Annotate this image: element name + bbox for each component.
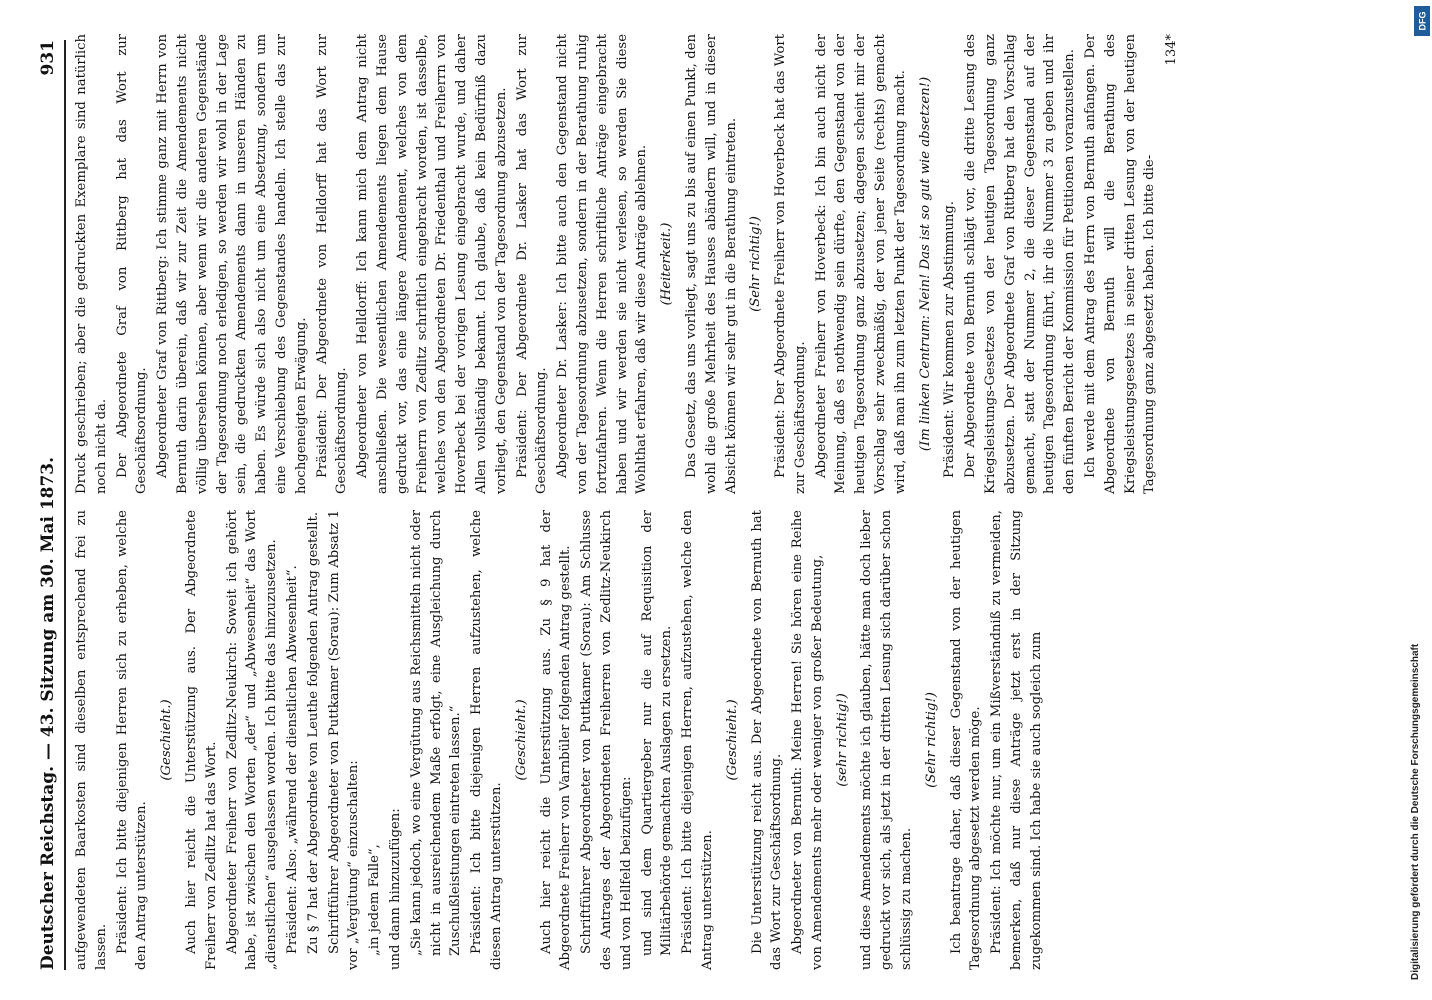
paragraph: Abgeordneter Dr. Lasker: Ich bitte auch den Gegenstand nicht von der Tagesordnung abzusetzen, sondern in der Berathung ruhig fortzufahren. Wenn die Herren schriftliche Anträge eingebracht haben und wir werden sie nicht verlesen, so werden Sie diese Wohlthat erfahren, daß wir diese Anträge ablehnen. [555, 34, 650, 494]
paragraph: Präsident: Also: „während der dienstlichen Abwesenheit“. [284, 565, 300, 954]
paragraph: Auch hier reicht die Unterstützung aus. Zu § 9 hat der Abgeordnete Freiherr von Varnbüler folgenden Antrag gestellt. [538, 510, 574, 970]
stage-direction: (Geschieht.) [724, 699, 740, 781]
paragraph: Präsident: Ich bitte diejenigen Herren aufzustehen, welche diesen Antrag unterstützen. [469, 510, 504, 970]
quote: „in jedem Falle“, [367, 844, 383, 956]
paragraph: Der Abgeordnete Graf von Rittberg hat das Wort zur Geschäftsordnung. [114, 34, 150, 494]
stage-direction: (sehr richtig!) [834, 693, 850, 787]
page-header [34, 40, 66, 970]
paragraph: Präsident: Ich möchte nur, um ein Mißverständniß zu vermeiden, bemerken, daß nur diese Anträge jetzt erst in der Sitzung zugekommen sind. Ich habe sie auch sogleich zum [989, 510, 1044, 970]
paragraph: Das Gesetz, das uns vorliegt, sagt uns zu bis auf einen Punkt, den wohl die große Mehrheit des Hauses abändern will, und in dieser Absicht können wir sehr gut in die Berathung eintreten. [683, 34, 739, 494]
stage-direction: (Sehr richtig!) [748, 216, 764, 312]
paragraph: Präsident: Der Abgeordnete von Helldorff hat das Wort zur Geschäftsordnung. [314, 34, 350, 494]
paragraph: Abgeordneter von Bernuth: Meine Herren! Sie hören eine Reihe von Amendements mehr oder weniger von großer Bedeutung, [790, 510, 825, 970]
stage-direction: (Geschieht.) [513, 699, 529, 781]
paragraph: Präsident: Wir kommen zur Abstimmung. [942, 201, 958, 478]
paragraph: Präsident: Der Abgeordnete Freiherr von Hoverbeck hat das Wort zur Geschäftsordnung. [773, 34, 808, 494]
paragraph: Abgeordneter Freiherr von Hoverbeck: Ich bin auch nicht der Meinung, daß es nothwendig sein dürfte, den Gegenstand von der heutigen Tagesordnung ganz abzusetzen; dagegen scheint mir der Vorschlag sehr zweckmäßig, der von jener Seite (rechts) gemacht wird, daß man ihn zum letzten Punkt der Tagesordnung macht. [813, 34, 908, 494]
paragraph: Ich beantrage daher, daß dieser Gegenstand von der heutigen Tagesordnung abgesetzt werden möge. [948, 510, 984, 970]
paragraph: Druck geschrieben; aber die gedruckten Exemplare sind natürlich noch nicht da. [74, 34, 109, 494]
paragraph: Abgeordneter von Helldorff: Ich kann mich dem Antrag nicht anschließen. Die wesentlichen Amendements liegen dem Hause gedruckt vor, das eine längere Amendement, welches von dem Freiherrn von Zedlitz schriftlich eingebracht worden, ist dasselbe, welches von den Abgeordneten Dr. Friedenthal und Freiherrn von Hoverbeck bei der vorigen Lesung eingebracht wurde, und daher Allen vollständig bekannt. Ich glaube, daß kein Bedürfniß dazu vorliegt, den Gegenstand von der Tagesordnung abzusetzen. [355, 34, 509, 494]
signature-mark: 134* [1164, 34, 1180, 66]
paragraph: aufgewendeten Baarkosten sind dieselben entsprechend frei zu lassen. [74, 510, 109, 970]
paragraph: Abgeordneter Graf von Rittberg: Ich stimme ganz mit Herrn von Bernuth darin überein, daß wir zur Zeit die Amendements nicht völlig übersehen können, aber wenn wir die anderen Gegenstände der Tagesordnung noch erledigen, so werden wir wohl in der Lage sein, die gedruckten Amendements dann in unseren Händen zu haben. Es würde sich also nicht um eine Absetzung, sondern um eine Verschiebung des Gegenstandes handeln. Ich stelle das zur hochgeneigten Erwägung. [155, 34, 309, 494]
rotated-page [6, 10, 1406, 990]
paragraph: Auch hier reicht die Unterstützung aus. Der Abgeordnete Freiherr von Zedlitz hat das Wort. [183, 510, 219, 970]
paragraph: und diese Amendements möchte ich glauben, hätte man doch lieber gedruckt vor sich, als jetzt in der dritten Lesung sich darüber schon schlüssig zu machen. [859, 510, 915, 970]
stage-direction: (Im linken Centrum: Nein! Das ist so gut wie absetzen!) [917, 76, 933, 452]
paragraph: Ich werde mit dem Antrag des Herrn von Bernuth anfangen. Der Abgeordnete von Bernuth will die Berathung des Kriegsleistungsgesetzes in seiner dritten Lesung von der heutigen Tagesordnung ganz abgesetzt haben. Ich bitte die- [1083, 34, 1158, 494]
paragraph: Präsident: Der Abgeordnete Dr. Lasker hat das Wort zur Geschäftsordnung. [514, 34, 550, 494]
paragraph: Die Unterstützung reicht aus. Der Abgeordnete von Bernuth hat das Wort zur Geschäftsordnung. [749, 510, 785, 970]
stage-direction: (Sehr richtig!) [923, 692, 939, 788]
quote: „Sie kann jedoch, wo eine Vergütung aus Reichsmitteln nicht oder nicht in ausreichendem Maße erfolgt, eine Ausgleichung durch Zuschußleistungen eintreten lassen.“ [408, 510, 464, 956]
paragraph: Der Abgeordnete von Bernuth schlägt vor, die dritte Lesung des Kriegsleistungs-Gesetzes von der heutigen Tagesordnung ganz abzusetzen. Der Abgeordnete Graf von Rittberg hat den Vorschlag gemacht, statt der Nummer 2, die dieser Gegenstand auf der heutigen Tagesordnung führt, ihr die Nummer 3 zu geben und ihr den fünften Bericht der Kommission für Petitionen voranzustellen. [963, 34, 1078, 494]
dfg-logo-icon [1414, 6, 1430, 36]
dfg-label: DFG [1417, 11, 1427, 31]
paragraph: und dann hinzuzufügen: [387, 808, 403, 970]
page-number: 931 [38, 40, 58, 76]
paragraph: Abgeordneter Freiherr von Zedlitz-Neukirch: Soweit ich gehört habe, ist zwischen den Worten „der“ und „Abwesenheit“ das Wort „dienstlichen“ ausgelassen worden. Ich bitte das hinzuzusetzen. [224, 510, 280, 970]
paragraph: Präsident: Ich bitte diejenigen Herren, aufzustehen, welche den Antrag unterstützen. [680, 510, 715, 970]
quote: und sind dem Quartiergeber nur die auf Requisition der Militärbehörde gemachten Auslagen zu ersetzen. [639, 510, 675, 956]
paragraph: Schriftführer Abgeordneter von Puttkamer (Sorau): Zum Absatz 1 vor „Vergütung“ einzuschalten: [326, 510, 362, 970]
paragraph: Zu § 7 hat der Abgeordnete von Leuthe folgenden Antrag gestellt. [305, 511, 321, 954]
paragraph: Schriftführer Abgeordneter von Puttkamer (Sorau): Am Schlusse des Antrages der Abgeordneten Freiherren von Zedlitz-Neukirch und von Hellfeld beizufügen: [579, 510, 634, 970]
stage-direction: (Geschieht.) [159, 699, 175, 781]
right-column [72, 34, 1182, 494]
running-title: Deutscher Reichstag. — 43. Sitzung am 30. Mai 1873. [38, 456, 58, 970]
stage-direction: (Heiterkeit.) [659, 222, 675, 306]
paragraph: Präsident: Ich bitte diejenigen Herren sich zu erheben, welche den Antrag unterstützen. [114, 510, 150, 970]
left-column [72, 510, 1048, 970]
digitization-credit: Digitalisierung gefördert durch die Deutsche Forschungsgemeinschaft [1410, 643, 1421, 980]
